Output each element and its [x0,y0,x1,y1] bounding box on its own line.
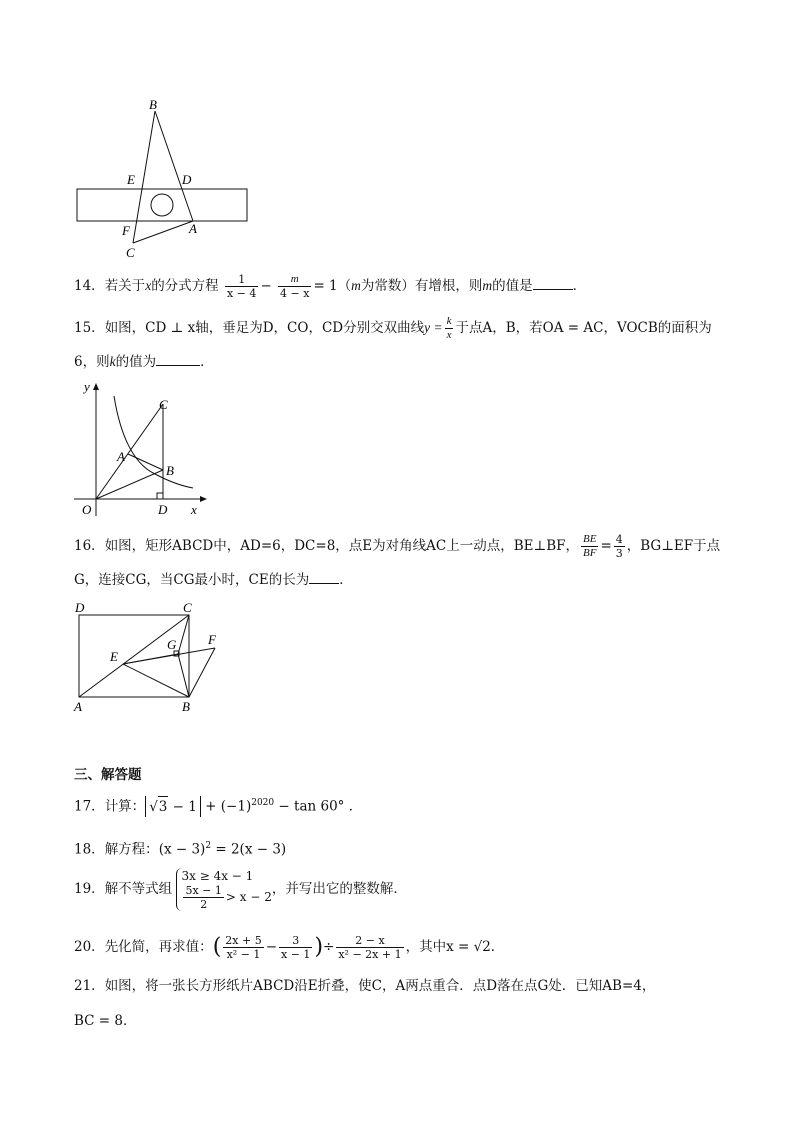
label-A: A [189,221,197,236]
question-21: 21．如图，将一张长方形纸片ABCD沿E折叠，使C，A两点重合．点D落在点G处．已知AB=4， [74,978,656,994]
question-21-line2: BC = 8． [74,1013,137,1029]
label-C: C [159,397,168,412]
inequality-system: 3x ≥ 4x − 1 $\frac{5x - 1}{2}$ > x − 2 [176,868,271,911]
question-18: 18．解方程：$(x - 3)^2 = 2(x - 3)$ [74,841,287,858]
segment-BE [123,664,189,697]
section-title: 三、解答题 [74,767,142,783]
label-D: D [75,600,85,615]
question-14: 14．若关于x的分式方程 $\frac{1}{x - 4}$ − $\frac{m}{4 - x}$ = 1（m为常数）有增根，则m的值是 ． [74,273,587,300]
label-B: B [166,463,174,478]
q14-fraction-1: $\frac{1}{x - 4}$ [226,273,257,300]
label-E: E [127,172,135,187]
q15-answer-blank [156,365,200,366]
segment-BF [189,648,215,697]
label-D: D [158,502,168,517]
question-15-line2: 6，则k的值为 ． [74,354,214,370]
q16-fraction-ratio: $\frac{BE}{BF}$ [582,533,597,559]
label-B: B [182,699,190,714]
right-angle-mark [157,493,163,499]
ruler-hole [151,194,173,216]
question-19: 19．解不等式组 3x ≥ 4x − 1 $\frac{5x - 1}{2}$ > x − 2 ，并写出它的整数解． [74,869,407,911]
label-E: E [110,649,118,664]
abs-value: √3 − 1 [145,796,201,817]
label-F: F [122,223,130,238]
label-y: y [84,379,90,394]
label-B: B [149,97,157,112]
question-20: 20．先化简，再求值：( $\frac{2x + 5}{\text{x² − 1}}$ − $\frac{3}{x - 1}$ )÷ $\frac{2 - x}{\text{x² − 2x + 1}}$ ，其中x = √2． [74,934,505,961]
diagonal-AC [79,615,189,697]
label-A: A [117,449,125,464]
segment-GB [178,654,189,697]
q16-fraction-value: $\frac{4}{3}$ [615,533,623,560]
label-G: G [167,637,177,652]
edge-BC [133,111,155,243]
segment-CG [178,615,189,654]
question-15: 15．如图，CD ⊥ x轴，垂足为D，CO，CD分别交双曲线y = $\frac{k}{x}$ 于点A，B，若OA = AC，VOCB的面积为 [74,315,712,341]
label-x: x [191,502,197,517]
q15-number: 15． [74,320,105,336]
q16-number: 16． [74,538,105,554]
y-axis-arrow [93,383,99,390]
q14-fraction-2: $\frac{m}{4 - x}$ [280,273,310,300]
q14-answer-blank [533,289,573,290]
question-16-line2: G，连接CG，当CG最小时，CE的长为 ． [74,572,353,588]
label-C: C [183,600,192,615]
label-A: A [74,699,82,714]
question-16: 16．如图，矩形ABCD中，AD=6，DC=8，点E为对角线AC上一动点，BE⊥BF， $\frac{BE}{BF}$ = $\frac{4}{3}$ ，BG⊥EF于点 [74,533,721,560]
edge-CA [133,221,193,243]
label-D: D [182,172,192,187]
figure-q15 [70,378,210,518]
q16-answer-blank [309,583,339,584]
x-axis-arrow [200,496,207,502]
label-F: F [208,632,216,647]
edge-BA [155,111,193,221]
figure-q16 [70,598,230,716]
figure-q13 [70,95,260,265]
question-17: 17．计算： $√3 - 1 + (-1)^{2020} - \tan 60^\circ$ ． [74,793,362,817]
segment-EG2 [123,654,178,664]
q15-fraction: $\frac{k}{x}$ [446,315,452,341]
label-O: O [82,502,92,517]
q14-number: 14． [74,278,105,294]
label-C: C [126,245,135,260]
